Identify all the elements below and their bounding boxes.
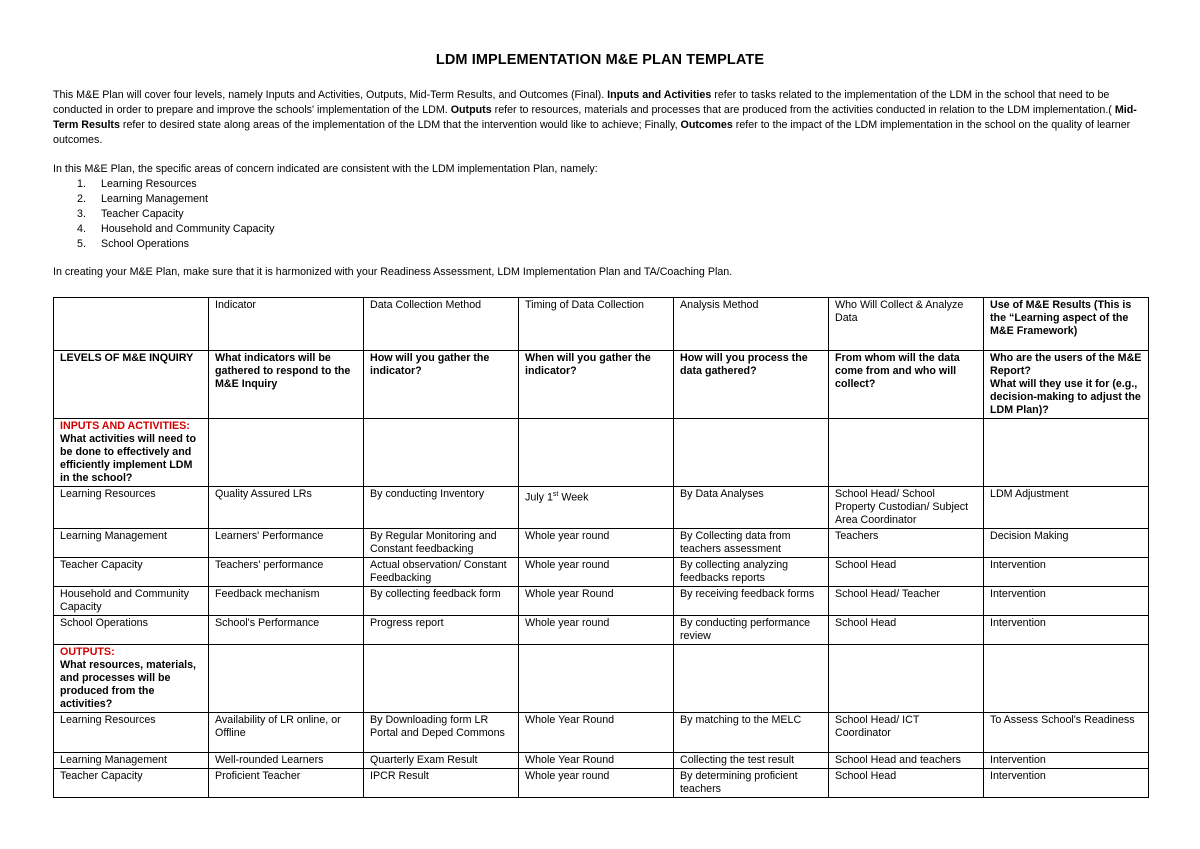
table-cell: Whole year round	[519, 529, 674, 558]
table-row	[54, 769, 1149, 798]
table-cell: Progress report	[364, 616, 519, 645]
table-cell: By collecting feedback form	[364, 587, 519, 616]
table-cell: Well-rounded Learners	[209, 753, 364, 769]
intro-bold-midterm: Mid-Term Results	[53, 104, 1137, 131]
table-cell: By Data Analyses	[674, 487, 829, 529]
table-cell: By conducting performance review	[674, 616, 829, 645]
concern-paragraph: In this M&E Plan, the specific areas of concern indicated are consistent with the LDM implementation Plan, namely:	[53, 163, 598, 175]
intro-text-3: refer to resources, materials and processes that are produced from the activities conducted in relation to the LDM implementation.(	[491, 104, 1115, 116]
table-header-cell: Data Collection Method	[364, 298, 519, 351]
table-cell: Whole year round	[519, 616, 674, 645]
creating-paragraph: In creating your M&E Plan, make sure that it is harmonized with your Readiness Assessment, LDM Implementation Plan and TA/Coaching Plan.	[53, 266, 733, 278]
table-row	[54, 529, 1149, 558]
table-cell: School Head	[829, 769, 984, 798]
table-cell: By determining proficient teachers	[674, 769, 829, 798]
table-cell: Intervention	[984, 587, 1149, 616]
table-cell: Household and Community Capacity	[54, 587, 209, 616]
table-cell: School Head and teachers	[829, 753, 984, 769]
list-item: 1. Learning Resources	[77, 178, 197, 190]
table-header-cell: Use of M&E Results (This is the “Learning aspect of the M&E Framework)	[984, 298, 1149, 351]
table-cell: School Head/ ICT Coordinator	[829, 713, 984, 753]
inquiry-cell: How will you gather the indicator?	[364, 351, 519, 419]
table-row	[54, 487, 1149, 529]
table-cell: Teacher Capacity	[54, 769, 209, 798]
table-cell: By collecting analyzing feedbacks reports	[674, 558, 829, 587]
intro-paragraph	[53, 88, 1143, 148]
section-question: What resources, materials, and processes will be produced from the activities?	[60, 659, 197, 710]
inquiry-cell: From whom will the data come from and who will collect?	[829, 351, 984, 419]
document-title: LDM IMPLEMENTATION M&E PLAN TEMPLATE	[435, 52, 765, 68]
inquiry-cell: LEVELS OF M&E INQUIRY	[54, 351, 209, 419]
table-cell: Whole year Round	[519, 587, 674, 616]
table-header-cell: Indicator	[209, 298, 364, 351]
list-item: 5. School Operations	[77, 238, 189, 250]
table-cell: LDM Adjustment	[984, 487, 1149, 529]
section-cell	[54, 645, 209, 713]
section-label: OUTPUTS:	[60, 646, 115, 658]
table-cell: IPCR Result	[364, 769, 519, 798]
inquiry-cell: What indicators will be gathered to respond to the M&E Inquiry	[209, 351, 364, 419]
table-row	[54, 558, 1149, 587]
table-cell: By Downloading form LR Portal and Deped Commons	[364, 713, 519, 753]
table-cell: Teachers' performance	[209, 558, 364, 587]
table-header-row	[54, 298, 1149, 351]
table-row	[54, 753, 1149, 769]
inquiry-cell: Who are the users of the M&E Report? What will they use it for (e.g., decision-making to adjust the LDM Plan)?	[984, 351, 1149, 419]
table-cell: Whole Year Round	[519, 713, 674, 753]
areas-list	[53, 177, 274, 252]
table-cell: July 1st Week	[519, 487, 674, 529]
section-row-outputs	[54, 645, 1149, 713]
list-item: 2. Learning Management	[77, 193, 208, 205]
table-cell: Learning Resources	[54, 487, 209, 529]
inquiry-cell: When will you gather the indicator?	[519, 351, 674, 419]
table-cell: Collecting the test result	[674, 753, 829, 769]
intro-text-1: This M&E Plan will cover four levels, namely Inputs and Activities, Outputs, Mid-Term Results, and Outcomes (Final).	[53, 89, 608, 101]
table-header-cell: Who Will Collect & Analyze Data	[829, 298, 984, 351]
mne-plan-table	[53, 297, 1149, 798]
inquiry-row	[54, 351, 1149, 419]
table-cell: School Operations	[54, 616, 209, 645]
table-cell: Intervention	[984, 616, 1149, 645]
table-cell: By matching to the MELC	[674, 713, 829, 753]
table-cell: Whole year round	[519, 769, 674, 798]
intro-text-4: refer to desired state along areas of the implementation of the LDM that the intervention would like to achieve; Finally,	[119, 119, 681, 131]
table-cell: By receiving feedback forms	[674, 587, 829, 616]
table-cell: Teacher Capacity	[54, 558, 209, 587]
table-cell: Actual observation/ Constant Feedbacking	[364, 558, 519, 587]
section-question: What activities will need to be done to effectively and efficiently implement LDM in the school?	[60, 433, 196, 484]
section-row-inputs	[54, 419, 1149, 487]
table-cell: Proficient Teacher	[209, 769, 364, 798]
table-cell: To Assess School's Readiness	[984, 713, 1149, 753]
table-cell: By conducting Inventory	[364, 487, 519, 529]
table-cell: Availability of LR online, or Offline	[209, 713, 364, 753]
list-item: 3. Teacher Capacity	[77, 208, 184, 220]
table-cell: Teachers	[829, 529, 984, 558]
table-cell: Decision Making	[984, 529, 1149, 558]
section-cell	[54, 419, 209, 487]
table-cell: School Head/ School Property Custodian/ Subject Area Coordinator	[829, 487, 984, 529]
table-cell: School Head	[829, 558, 984, 587]
table-cell: Feedback mechanism	[209, 587, 364, 616]
table-cell: Intervention	[984, 769, 1149, 798]
table-cell: Quality Assured LRs	[209, 487, 364, 529]
table-header-cell: Analysis Method	[674, 298, 829, 351]
table-cell: Learning Resources	[54, 713, 209, 753]
table-cell: School Head/ Teacher	[829, 587, 984, 616]
table-row	[54, 713, 1149, 753]
inquiry-cell: How will you process the data gathered?	[674, 351, 829, 419]
table-cell: Intervention	[984, 558, 1149, 587]
section-label: INPUTS AND ACTIVITIES:	[60, 420, 190, 432]
table-cell: Whole year round	[519, 558, 674, 587]
list-item: 4. Household and Community Capacity	[77, 223, 275, 235]
table-header-cell	[54, 298, 209, 351]
table-cell: Quarterly Exam Result	[364, 753, 519, 769]
table-cell: Learning Management	[54, 753, 209, 769]
table-cell: School's Performance	[209, 616, 364, 645]
intro-text-2: refer to tasks related to the implementation of the LDM in the school that need to be conducted in order to prepare and improve the schools' implementation of the LDM.	[53, 89, 1110, 116]
table-cell: Whole Year Round	[519, 753, 674, 769]
intro-bold-inputs: Inputs and Activities	[607, 89, 712, 101]
table-header-cell: Timing of Data Collection	[519, 298, 674, 351]
table-row	[54, 587, 1149, 616]
table-cell: By Collecting data from teachers assessment	[674, 529, 829, 558]
table-cell: School Head	[829, 616, 984, 645]
table-cell: Learners' Performance	[209, 529, 364, 558]
table-cell: Intervention	[984, 753, 1149, 769]
intro-bold-outcomes: Outcomes	[680, 119, 733, 131]
table-row	[54, 616, 1149, 645]
intro-bold-outputs: Outputs	[450, 104, 492, 116]
intro-text-5: refer to the impact of the LDM implementation in the school on the quality of learner outcomes.	[53, 119, 1131, 146]
table-cell: By Regular Monitoring and Constant feedbacking	[364, 529, 519, 558]
table-cell: Learning Management	[54, 529, 209, 558]
